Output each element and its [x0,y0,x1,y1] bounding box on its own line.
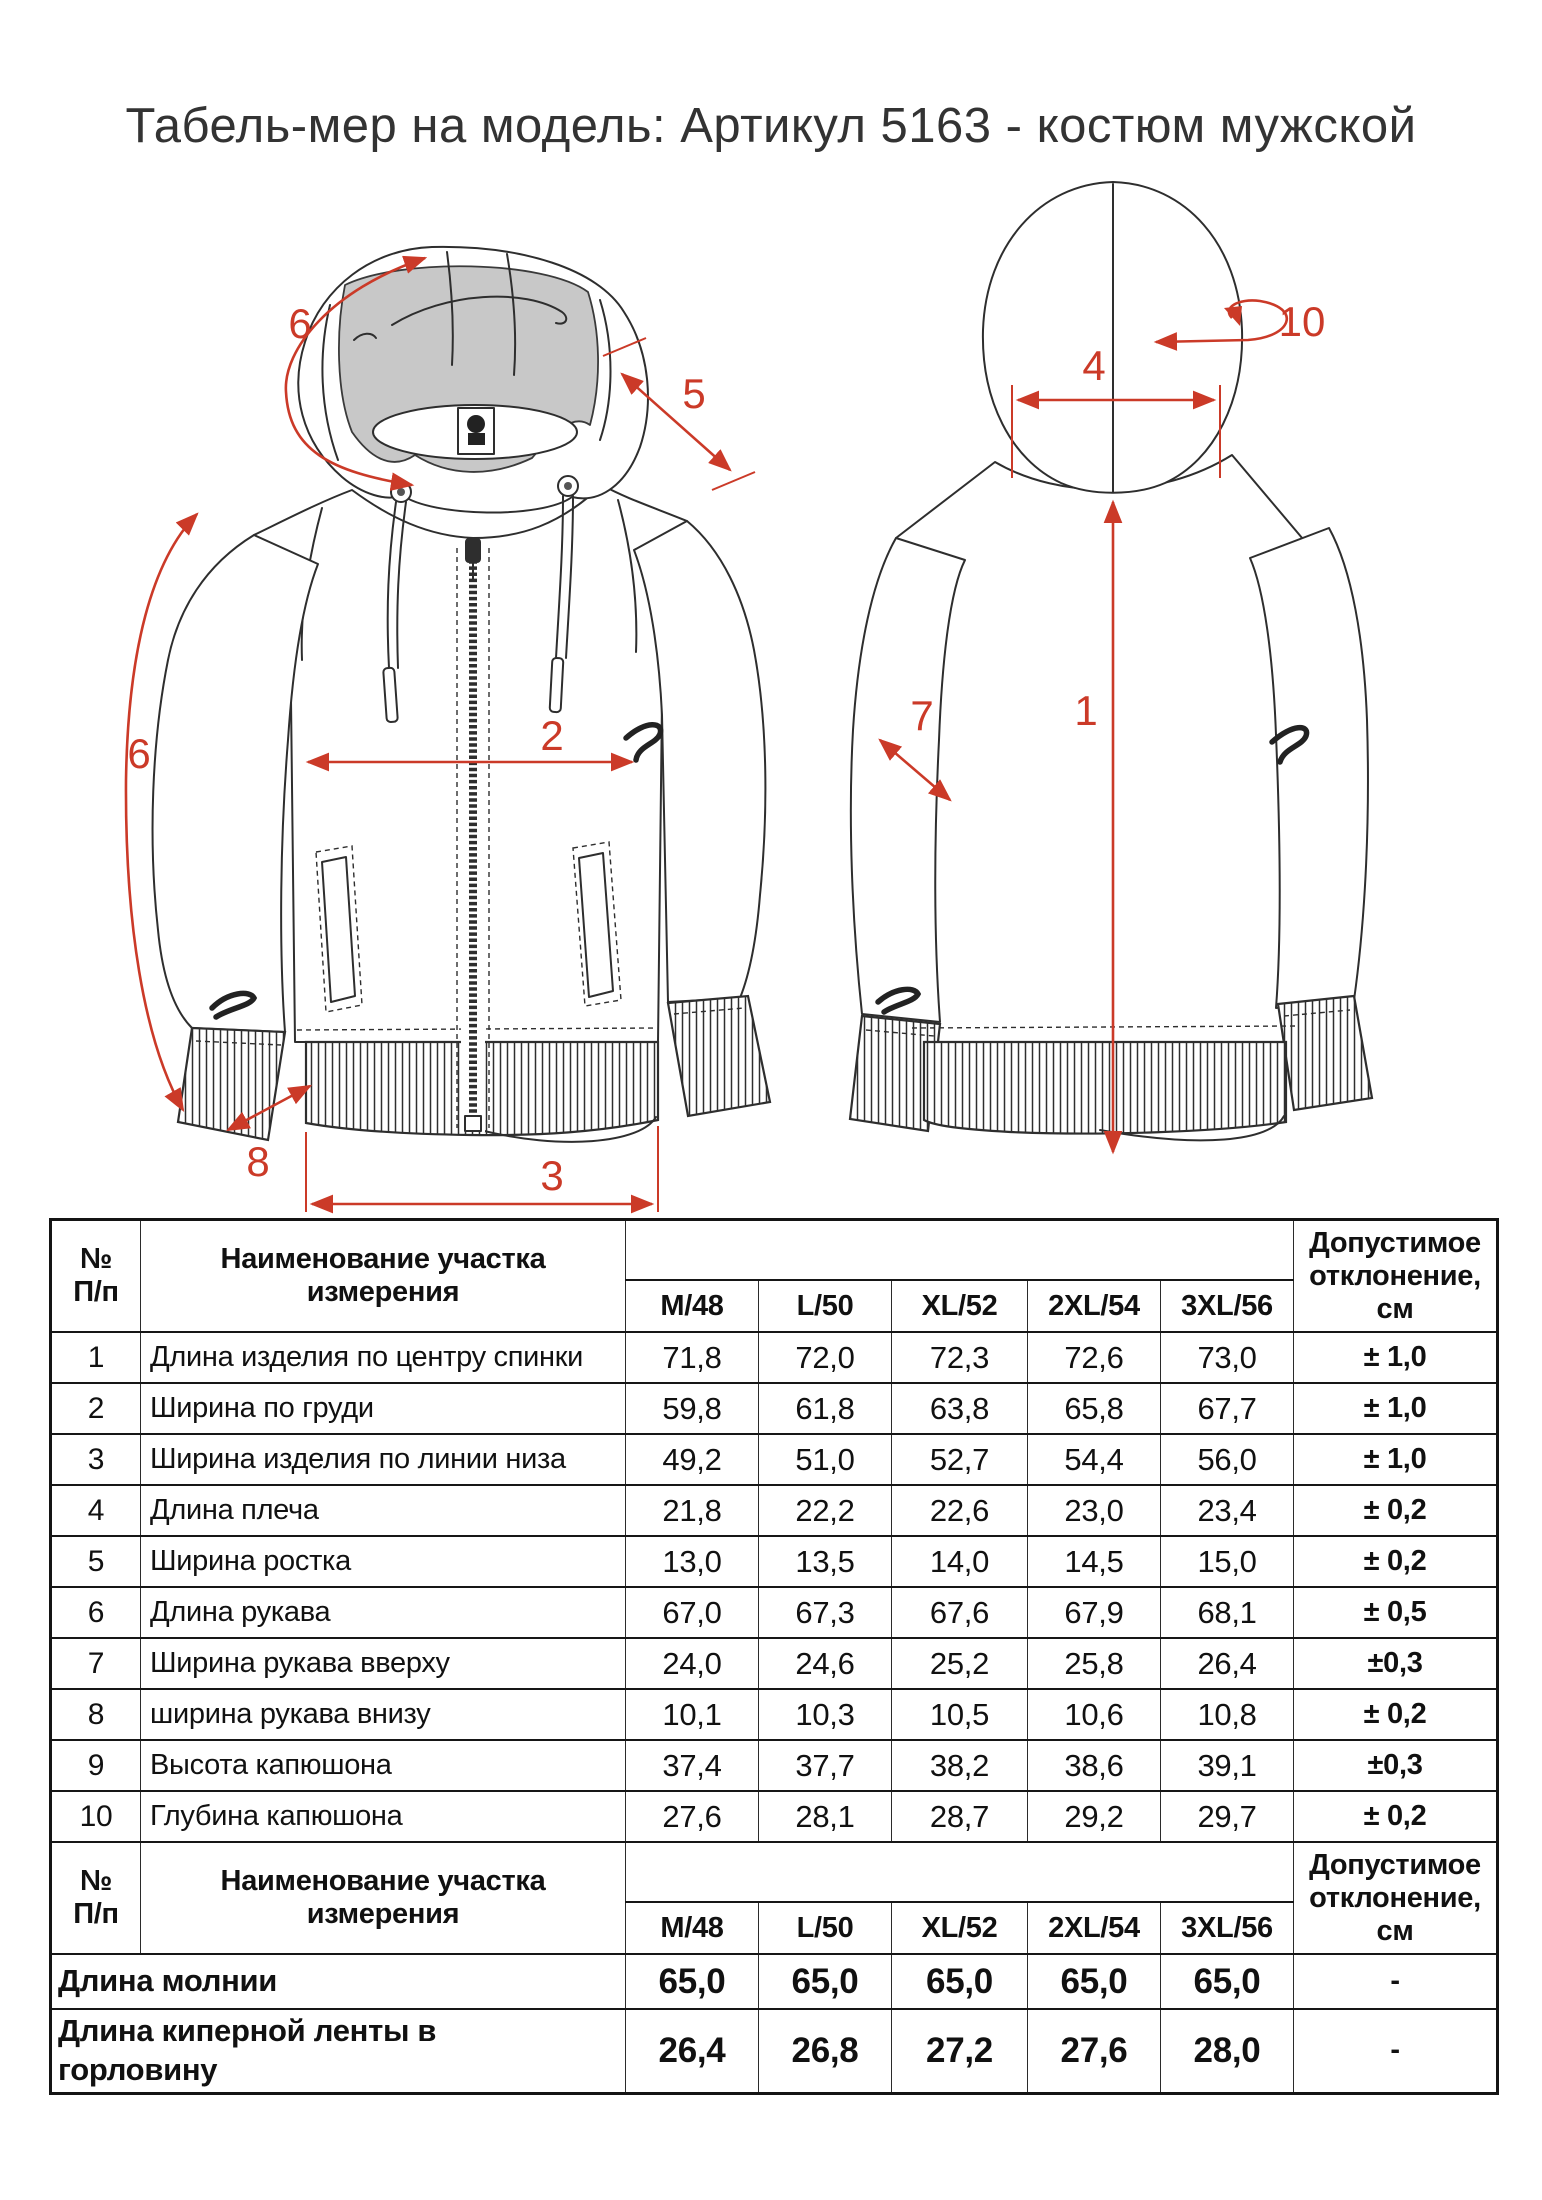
table-row: 2 Ширина по груди 59,8 61,8 63,8 65,8 67,7 ± 1,0 [51,1383,1498,1434]
size-col-l50: L/50 [759,1280,892,1332]
col-header-name: Наименование участка измерения [141,1220,626,1333]
back-view [850,182,1372,1152]
table-row: 6 Длина рукава 67,0 67,3 67,6 67,9 68,1 ± 0,5 [51,1587,1498,1638]
table-row: 10 Глубина капюшона 27,6 28,1 28,7 29,2 29,7 ± 0,2 [51,1791,1498,1842]
table-row-zipper-length: Длина молнии 65,0 65,0 65,0 65,0 65,0 - [51,1954,1498,2009]
back-hood [983,182,1242,493]
table-header-row [51,1220,1498,1281]
size-col-xl52: XL/52 [892,1280,1028,1332]
zipper-slider [465,538,481,563]
table-row: 7 Ширина рукава вверху 24,0 24,6 25,2 25,8 26,4 ±0,3 [51,1638,1498,1689]
size-col-m48: М/48 [626,1280,759,1332]
size-col-l50: L/50 [759,1902,892,1954]
table-row-tape-length: Длина киперной ленты в горловину 26,4 26,8 27,2 27,6 28,0 - [51,2009,1498,2093]
col-header-name: Наименование участка измерения [141,1842,626,1954]
col-header-num: № П/п [51,1220,141,1333]
front-right-cuff [668,996,770,1116]
size-col-xl52: XL/52 [892,1902,1028,1954]
front-view [126,247,770,1212]
col-header-deviation: Допустимое отклонение, см [1294,1842,1498,1954]
left-aglet [383,668,398,723]
table-header-row-2 [51,1842,1498,1902]
table-row: 3 Ширина изделия по линии низа 49,2 51,0 52,7 54,4 56,0 ± 1,0 [51,1434,1498,1485]
table-row: 9 Высота капюшона 37,4 37,7 38,2 38,6 39,1 ±0,3 [51,1740,1498,1791]
measure-label-neck: 5 [682,370,706,417]
size-col-3xl56: 3XL/56 [1161,1902,1294,1954]
col-header-deviation: Допустимое отклонение, см [1294,1220,1498,1333]
measure-label-hood: 6 [288,300,312,347]
table-row: 4 Длина плеча 21,8 22,2 22,6 23,0 23,4 ± 0,2 [51,1485,1498,1536]
size-table [49,1218,1499,2095]
col-header-num: № П/п [51,1842,141,1954]
zipper-stop [465,1116,481,1131]
size-col-m48: М/48 [626,1902,759,1954]
size-col-2xl54: 2XL/54 [1028,1902,1161,1954]
table-row: 5 Ширина ростка 13,0 13,5 14,0 14,5 15,0 ± 0,2 [51,1536,1498,1587]
measure-label-back-length: 1 [1074,687,1098,734]
table-row: 1 Длина изделия по центру спинки 71,8 72,0 72,3 72,6 73,0 ± 1,0 [51,1332,1498,1383]
page-title: Табель-мер на модель: Артикул 5163 - костюм мужской [125,99,1417,153]
measure-label-chest: 2 [540,712,564,759]
measurement-table [49,1218,1498,2095]
back-torso [896,455,1318,1042]
size-col-2xl54: 2XL/54 [1028,1280,1161,1332]
technical-drawing [0,140,1542,1220]
back-hem-band [912,1026,1296,1140]
sizes-group-header [626,1220,1294,1281]
front-zipper [457,538,489,1132]
size-col-3xl56: 3XL/56 [1161,1280,1294,1332]
measure-label-sleeve-top: 7 [910,692,934,739]
back-right-cuff [1278,996,1372,1110]
measure-label-cuff: 8 [246,1138,270,1185]
measure-label-hem: 3 [540,1152,564,1199]
measure-label-sleeve: 6 [127,730,151,777]
sizes-group-header [626,1842,1294,1902]
right-aglet [550,658,564,713]
table-row: 8 ширина рукава внизу 10,1 10,3 10,5 10,6 10,8 ± 0,2 [51,1689,1498,1740]
front-hood [298,247,648,513]
measure-label-hood-width: 4 [1082,342,1106,389]
measure-label-hood-depth: 10 [1278,298,1326,345]
